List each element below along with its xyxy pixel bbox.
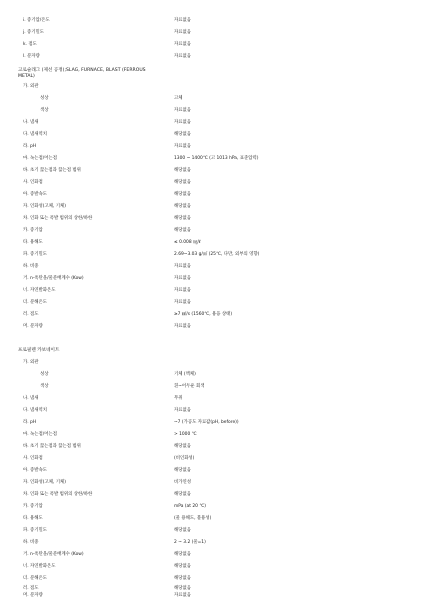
property-value: 2.69~3.03 g/㎤ (25℃, 다만, 외부의 영향) <box>174 252 260 257</box>
property-value: 해당없음 <box>174 468 191 473</box>
property-value: 2 ~ 3.2 (물=1) <box>174 540 206 545</box>
property-label: 더. 분해온도 <box>23 300 47 305</box>
property-label: 바. 초기 끓는점과 끓는점 범위 <box>23 168 81 173</box>
property-value: 무취 <box>174 396 183 401</box>
property-label: 거. n-옥탄올/물분배계수 (Kow) <box>23 276 84 281</box>
property-value: 자료없음 <box>174 54 191 59</box>
property-value: 해당없음 <box>174 204 191 209</box>
property-value: 해당없음 <box>174 576 191 581</box>
property-value: 자료없음 <box>174 18 191 23</box>
property-value: 해당없음 <box>174 552 191 557</box>
property-label: 더. 분해온도 <box>23 576 47 581</box>
property-label: j. 증기밀도 <box>23 30 44 35</box>
property-value: 1300 ~ 1400℃ (고 1013 hPa, 표준압력) <box>174 156 259 161</box>
property-label: 러. 점도 <box>23 586 39 591</box>
property-value: 자료없음 <box>174 300 191 305</box>
property-value: 자료없음 <box>174 324 191 329</box>
property-label: 아. 증발속도 <box>23 468 47 473</box>
property-label: 타. 용해도 <box>23 240 43 245</box>
property-value: ≥7 ㎟/s (1560℃, 용융 상태) <box>174 312 233 317</box>
property-label: 타. 용해도 <box>23 516 43 521</box>
property-label: 파. 증기밀도 <box>23 252 47 257</box>
property-label: 다. 냄새역치 <box>23 408 47 413</box>
property-label: 성상 <box>40 372 49 377</box>
property-label: 아. 증발속도 <box>23 192 47 197</box>
property-value: 해당없음 <box>174 586 191 591</box>
subsection-label: 가. 외관 <box>23 360 39 365</box>
property-value: 자료없음 <box>174 276 191 281</box>
property-label: 나. 냄새 <box>23 120 39 125</box>
property-label: 차. 인화 또는 폭발 범위의 상한/하한 <box>23 492 93 497</box>
property-label: 하. 비중 <box>23 264 39 269</box>
property-value: 해당없음 <box>174 216 191 221</box>
property-label: 사. 인화점 <box>23 456 43 461</box>
property-label: 너. 자연발화온도 <box>23 564 56 569</box>
property-value: mPa (at 20 ℃) <box>174 504 206 509</box>
property-value: ~7 (가공도 자료값(pH, before)) <box>174 420 239 425</box>
property-label: 바. 초기 끓는점과 끓는점 범위 <box>23 444 81 449</box>
property-value: 해당없음 <box>174 564 191 569</box>
property-label: 색상 <box>40 384 49 389</box>
property-value: 해당없음 <box>174 168 191 173</box>
property-label: i. 증기압/온도 <box>23 18 50 23</box>
property-label: 색상 <box>40 108 49 113</box>
property-label: 하. 비중 <box>23 540 39 545</box>
subsection-label: 가. 외관 <box>23 84 39 89</box>
property-label: 다. 냄새역치 <box>23 132 47 137</box>
property-label: k. 점도 <box>23 42 37 47</box>
property-value: 해당없음 <box>174 492 191 497</box>
property-value: 해당없음 <box>174 228 191 233</box>
property-value: 해당없음 <box>174 180 191 185</box>
section-heading: 프로필렌 카보네이트 <box>18 348 60 353</box>
property-value: 해당없음 <box>174 132 191 137</box>
property-value: 기체 (액체) <box>174 372 196 377</box>
property-label: 카. 증기압 <box>23 504 43 509</box>
property-label: 라. pH <box>23 420 37 425</box>
property-value: ≤ 0.008 ㎎/ℓ <box>174 240 201 245</box>
property-label: 라. pH <box>23 144 37 149</box>
property-value: 고체 <box>174 96 183 101</box>
property-label: 러. 점도 <box>23 312 39 317</box>
property-value: 자료없음 <box>174 120 191 125</box>
property-label: 머. 분자량 <box>23 324 43 329</box>
property-value: 자료없음 <box>174 288 191 293</box>
property-value: 해당없음 <box>174 192 191 197</box>
property-value: (물 용해도, 불용성) <box>174 516 212 521</box>
property-value: 해당없음 <box>174 444 191 449</box>
property-value: 자료없음 <box>174 408 191 413</box>
property-value: 자료없음 <box>174 144 191 149</box>
property-value: 해당없음 <box>174 528 191 533</box>
property-value: 자료없음 <box>174 30 191 35</box>
property-value: 자료없음 <box>174 264 191 269</box>
property-label: 차. 인화 또는 폭발 범위의 상한/하한 <box>23 216 93 221</box>
property-label: 자. 인화성(고체, 기체) <box>23 480 66 485</box>
property-label: l. 분자량 <box>23 54 40 59</box>
property-label: 마. 녹는점/어는점 <box>23 432 57 437</box>
property-label: 사. 인화점 <box>23 180 43 185</box>
property-value: 흰~어두운 회색 <box>174 384 205 389</box>
property-value: (비인화성) <box>174 456 195 461</box>
property-label: 너. 자연발화온도 <box>23 288 56 293</box>
property-label: 파. 증기밀도 <box>23 528 47 533</box>
property-label: 머. 분자량 <box>23 593 43 598</box>
property-value: 자료없음 <box>174 108 191 113</box>
property-value: > 1000 ℃ <box>174 432 197 437</box>
property-value: 자료없음 <box>174 593 191 598</box>
property-label: 거. n-옥탄올/물분배계수 (Kow) <box>23 552 84 557</box>
property-label: 마. 녹는점/어는점 <box>23 156 57 161</box>
section-heading-cont: METAL) <box>18 74 35 79</box>
property-label: 자. 인화성(고체, 기체) <box>23 204 66 209</box>
property-label: 카. 증기압 <box>23 228 43 233</box>
property-value: 비가연성 <box>174 480 191 485</box>
property-value: 자료없음 <box>174 42 191 47</box>
property-label: 성상 <box>40 96 49 101</box>
section-heading: 고로슬래그 (제선 공정);SLAG, FURNACE, BLAST (FERROUS <box>18 68 146 73</box>
property-label: 나. 냄새 <box>23 396 39 401</box>
